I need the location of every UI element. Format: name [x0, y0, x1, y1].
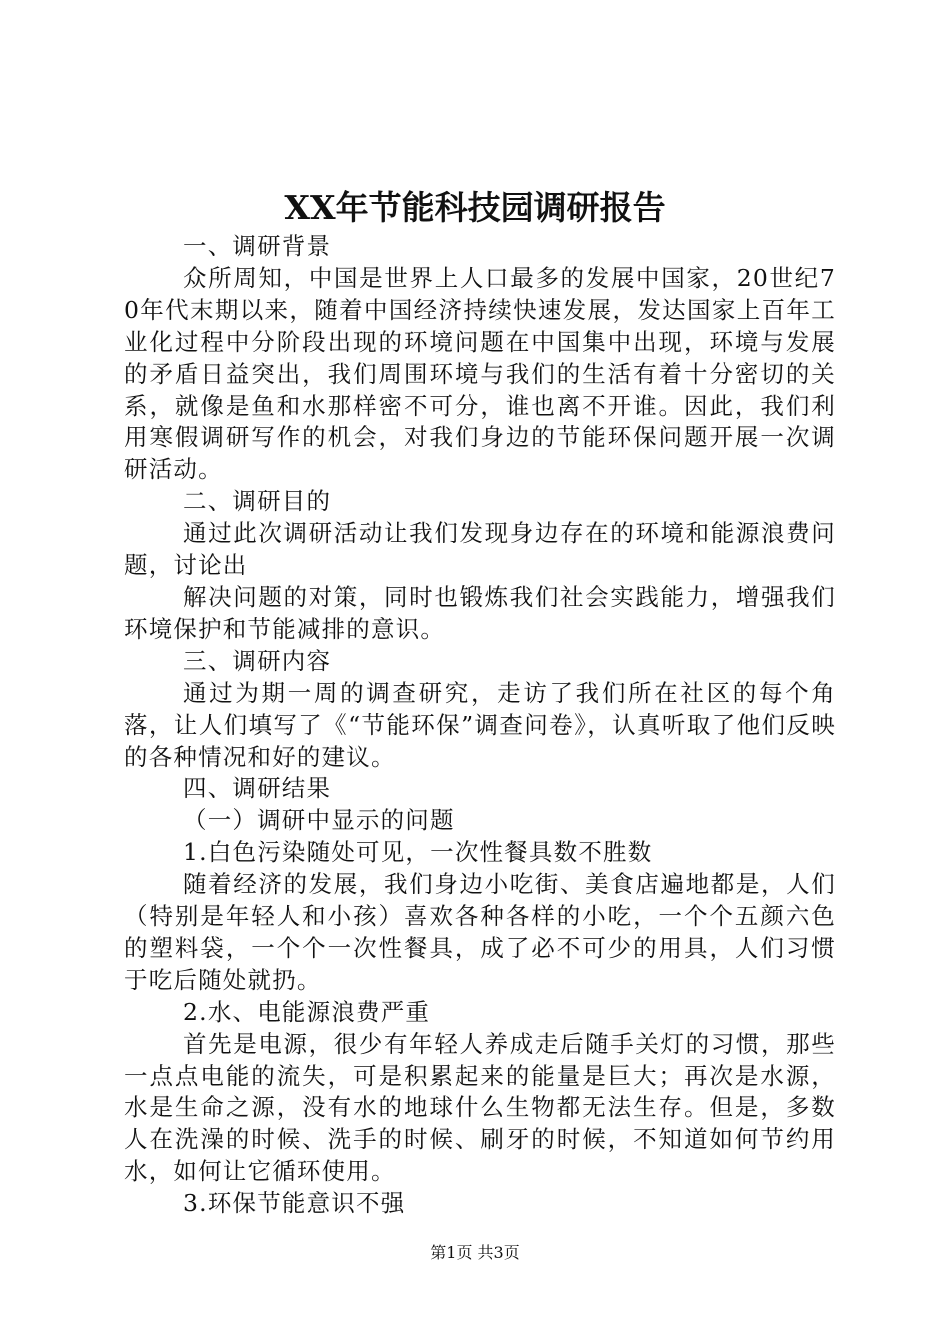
document-body [124, 231, 836, 1220]
item-awareness: 3.环保节能意识不强 [183, 1189, 406, 1218]
heading-background: 一、调研背景 [183, 232, 332, 260]
paragraph-purpose-2: 解决问题的对策，同时也锻炼我们社会实践能力，增强我们环境保护和节能减排的意识。 [124, 582, 836, 643]
paragraph-white-pollution: 随着经济的发展，我们身边小吃街、美食店遍地都是，人们（特别是年轻人和小孩）喜欢各种各样的小吃，一个个五颜六色的塑料袋，一个个一次性餐具，成了必不可少的用具，人们习惯于吃后随处就扔。 [124, 870, 836, 994]
paragraph-content: 通过为期一周的调查研究，走访了我们所在社区的每个角落，让人们填写了《“节能环保”调查问卷》，认真听取了他们反映的各种情况和好的建议。 [124, 678, 836, 771]
page-footer: 第1页 共3页 [430, 1243, 520, 1262]
subheading-problems: （一）调研中显示的问题 [183, 806, 455, 835]
heading-results: 四、调研结果 [183, 774, 332, 803]
item-white-pollution: 1.白色污染随处可见，一次性餐具数不胜数 [183, 838, 653, 867]
heading-purpose: 二、调研目的 [183, 487, 332, 516]
paragraph-background: 众所周知，中国是世界上人口最多的发展中国家，20世纪70年代末期以来，随着中国经济持续快速发展，发达国家上百年工业化过程中分阶段出现的环境问题在中国集中出现，环境与发展的矛盾日益突出，我们周围环境与我们的生活有着十分密切的关系，就像是鱼和水那样密不可分，谁也离不开谁。因此，我们利用寒假调研写作的机会，对我们身边的节能环保问题开展一次调研活动。 [124, 263, 836, 484]
document-title: XX年节能科技园调研报告 [284, 188, 666, 227]
item-energy-waste: 2.水、电能源浪费严重 [183, 997, 431, 1026]
paragraph-energy-waste: 首先是电源，很少有年轻人养成走后随手关灯的习惯，那些一点点电能的流失，可是积累起来的能量是巨大；再次是水源，水是生命之源，没有水的地球什么生物都无法生存。但是，多数人在洗澡的时候、洗手的时候、刷牙的时候，不知道如何节约用水，如何让它循环使用。 [124, 1029, 836, 1186]
paragraph-purpose-1: 通过此次调研活动让我们发现身边存在的环境和能源浪费问题，讨论出 [124, 519, 836, 580]
heading-content: 三、调研内容 [183, 646, 332, 675]
